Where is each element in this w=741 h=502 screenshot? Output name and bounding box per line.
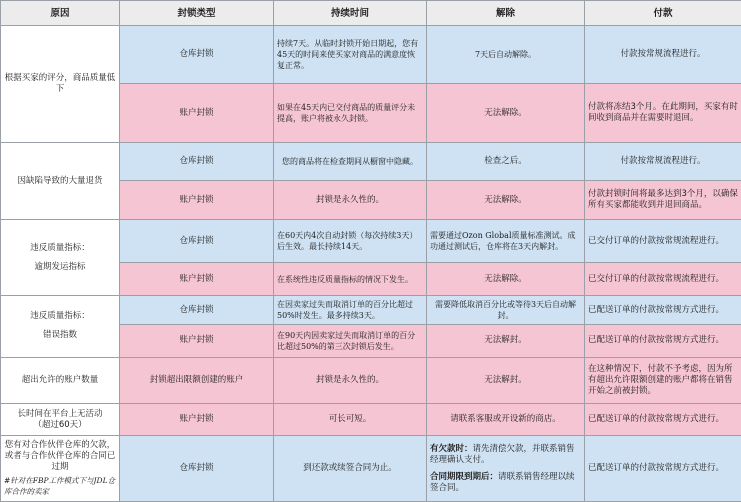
reason-cell [1, 403, 120, 436]
type-cell: 账户封锁 [120, 324, 274, 357]
table-row [1, 296, 741, 325]
reason-cell [1, 26, 120, 143]
duration-cell: 可长可短。 [274, 403, 427, 436]
duration-cell: 在60天内4次自动封锁（每次持续3天）后生效。最长持续14天。 [274, 220, 427, 263]
table-row [1, 357, 741, 403]
duration-cell: 封锁是永久性的。 [274, 357, 427, 403]
payment-cell: 在这种情况下，付款不予考虑，因为所有超出允许限额创建的账户都将在销售开始之前被封锁。 [585, 357, 741, 403]
type-cell: 账户封锁 [120, 84, 274, 142]
table-row [1, 26, 741, 84]
duration-cell: 在系统性违反质量指标的情况下发生。 [274, 263, 427, 296]
payment-cell: 已配送订单的付款按常规方式进行。 [585, 324, 741, 357]
reason-cell [1, 220, 120, 296]
payment-cell: 已配送订单的付款按常规方式进行。 [585, 403, 741, 436]
payment-cell: 付款按常规流程进行。 [585, 142, 741, 180]
reason-text: 您有对合作伙伴仓库的欠款，或者与合作伙伴仓库的合同已过期 [4, 440, 116, 473]
release-part-text: 请联系销售经理以续签合同。 [430, 471, 575, 493]
release-part-label: 有欠款时： [430, 443, 473, 454]
header-release: 解除 [427, 1, 585, 26]
release-part-label: 合同期限到期后： [430, 471, 499, 482]
release-part [430, 444, 581, 466]
reason-text: 超出允许的账户数量 [21, 374, 99, 385]
payment-cell: 付款将冻结3个月。在此期间，买家有时间收到商品并在需要时退回。 [585, 84, 741, 142]
type-cell: 仓库封锁 [120, 142, 274, 180]
duration-cell: 如果在45天内已交付商品的质量评分未提高，账户将被永久封锁。 [274, 84, 427, 142]
duration-cell: 在90天内因卖家过失而取消订单的百分比超过50%的第三次封锁后发生。 [274, 324, 427, 357]
release-part [430, 472, 581, 494]
header-reason: 原因 [1, 1, 120, 26]
header-block-type: 封锁类型 [120, 1, 274, 26]
type-cell: 账户封锁 [120, 180, 274, 220]
header-row [1, 1, 741, 26]
table-row [1, 142, 741, 180]
reason-text: 根据买家的评分，商品质量低下 [4, 72, 116, 94]
release-part-text: 请先清偿欠款，并联系销售经理确认支付。 [430, 443, 575, 465]
release-cell [427, 436, 585, 502]
type-cell: 仓库封锁 [120, 220, 274, 263]
payment-cell: 付款按常规流程进行。 [585, 26, 741, 84]
table-row [1, 403, 741, 436]
release-cell: 请联系客服或开设新的商店。 [427, 403, 585, 436]
table-row [1, 436, 741, 502]
reason-cell [1, 357, 120, 403]
reason-text: 逾期发运指标 [34, 261, 86, 272]
payment-cell: 已交付订单的付款按常规流程进行。 [585, 263, 741, 296]
reason-cell [1, 296, 120, 357]
reason-text: 因缺陷导致的大量退货 [17, 175, 103, 186]
release-cell: 需要通过Ozon Global质量标准测试。成功通过测试后，仓库将在3天内解封。 [427, 220, 585, 263]
duration-cell: 到还款或续签合同为止。 [274, 436, 427, 502]
payment-cell: 已交付订单的付款按常规流程进行。 [585, 220, 741, 263]
release-cell: 需要降低取消百分比或等待3天后自动解封。 [427, 296, 585, 325]
payment-cell: 已配送订单的付款按常规方式进行。 [585, 436, 741, 502]
duration-cell: 持续7天。从临时封锁开始日期起，您有45天的时间来使买家对商品的满意度恢复正常。 [274, 26, 427, 84]
reason-cell [1, 142, 120, 220]
release-cell: 无法解封。 [427, 357, 585, 403]
header-payment: 付款 [585, 1, 741, 26]
payment-cell: 付款封锁时间将最多达到3个月，以确保所有买家都能收到并退回商品。 [585, 180, 741, 220]
release-cell: 检查之后。 [427, 142, 585, 180]
release-cell: 无法解封。 [427, 324, 585, 357]
table-row [1, 220, 741, 263]
release-cell: 无法解除。 [427, 263, 585, 296]
duration-cell: 您的商品将在检查期间从橱窗中隐藏。 [274, 142, 427, 180]
reason-text: （超过60天） [33, 419, 87, 430]
header-duration: 持续时间 [274, 1, 427, 26]
release-cell: 无法解除。 [427, 84, 585, 142]
release-cell: 7天后自动解除。 [427, 26, 585, 84]
type-cell: 封锁超出限额创建的账户 [120, 357, 274, 403]
type-cell: 账户封锁 [120, 263, 274, 296]
reason-cell [1, 436, 120, 502]
reason-text: 长时间在平台上无活动 [17, 408, 103, 419]
type-cell: 仓库封锁 [120, 26, 274, 84]
payment-cell: 已配送订单的付款按常规方式进行。 [585, 296, 741, 325]
duration-cell: 封锁是永久性的。 [274, 180, 427, 220]
type-cell: 仓库封锁 [120, 436, 274, 502]
release-cell: 无法解除。 [427, 180, 585, 220]
reason-text: 错误指数 [42, 330, 77, 341]
reason-text: 违反质量指标： [30, 311, 90, 322]
type-cell: 仓库封锁 [120, 296, 274, 325]
duration-cell: 在因卖家过失而取消订单的百分比超过50%时发生。最多持续3天。 [274, 296, 427, 325]
type-cell: 账户封锁 [120, 403, 274, 436]
reason-note: #针对在FBP工作模式下与JDL仓库合作的卖家 [4, 476, 116, 497]
reason-text: 违反质量指标： [30, 242, 90, 253]
